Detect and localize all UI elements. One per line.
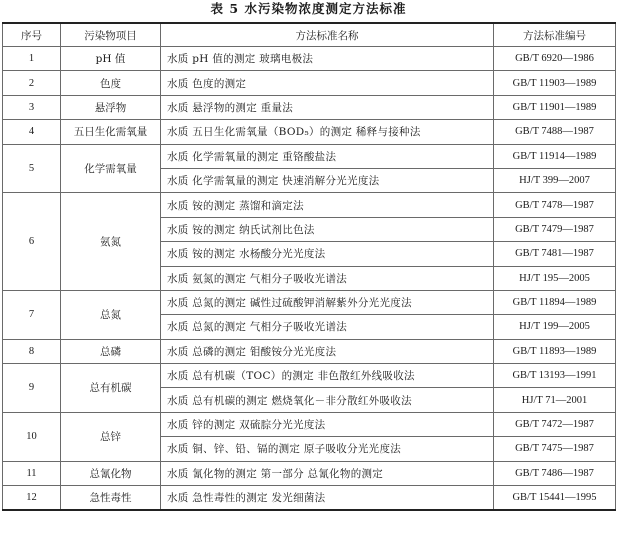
cell-method-code: GB/T 13193—1991 — [494, 364, 616, 388]
cell-seq: 5 — [3, 144, 61, 193]
cell-seq: 6 — [3, 193, 61, 291]
cell-method-code: HJ/T 71—2001 — [494, 388, 616, 412]
cell-seq: 12 — [3, 486, 61, 511]
cell-method-code: GB/T 15441—1995 — [494, 486, 616, 511]
cell-method-name: 水质 总氮的测定 气相分子吸收光谱法 — [161, 315, 494, 339]
cell-method-name: 水质 化学需氧量的测定 重铬酸盐法 — [161, 144, 494, 168]
cell-method-name: 水质 五日生化需氧量（BOD₅）的测定 稀释与接种法 — [161, 120, 494, 144]
standards-table — [2, 22, 616, 511]
table-row — [3, 364, 616, 388]
cell-method-code: GB/T 11914—1989 — [494, 144, 616, 168]
table-header — [3, 23, 616, 47]
cell-method-code: HJ/T 399—2007 — [494, 168, 616, 192]
table-row — [3, 47, 616, 71]
cell-pollutant-item: 总锌 — [61, 412, 161, 461]
cell-pollutant-item: 化学需氧量 — [61, 144, 161, 193]
cell-method-code: GB/T 7475—1987 — [494, 437, 616, 461]
cell-method-code: GB/T 6920—1986 — [494, 47, 616, 71]
table-row — [3, 412, 616, 436]
cell-pollutant-item: 五日生化需氧量 — [61, 120, 161, 144]
table-row — [3, 486, 616, 511]
cell-seq: 10 — [3, 412, 61, 461]
cell-method-code: GB/T 7472—1987 — [494, 412, 616, 436]
cell-method-name: 水质 急性毒性的测定 发光细菌法 — [161, 486, 494, 511]
table-row — [3, 144, 616, 168]
table-row — [3, 95, 616, 119]
table-row — [3, 71, 616, 95]
cell-method-name: 水质 氰化物的测定 第一部分 总氰化物的测定 — [161, 461, 494, 485]
header-code: 方法标准编号 — [494, 23, 616, 47]
cell-seq: 9 — [3, 364, 61, 413]
table-row — [3, 193, 616, 217]
cell-method-name: 水质 铵的测定 纳氏试剂比色法 — [161, 217, 494, 241]
cell-seq: 3 — [3, 95, 61, 119]
cell-method-code: HJ/T 195—2005 — [494, 266, 616, 290]
cell-seq: 8 — [3, 339, 61, 363]
header-item: 污染物项目 — [61, 23, 161, 47]
cell-method-name: 水质 铵的测定 蒸馏和滴定法 — [161, 193, 494, 217]
cell-method-name: 水质 铜、锌、铅、镉的测定 原子吸收分光光度法 — [161, 437, 494, 461]
cell-method-code: GB/T 11894—1989 — [494, 290, 616, 314]
cell-method-code: GB/T 11903—1989 — [494, 71, 616, 95]
cell-method-code: GB/T 7488—1987 — [494, 120, 616, 144]
cell-pollutant-item: 总磷 — [61, 339, 161, 363]
table-title: 表 5 水污染物浓度测定方法标准 — [210, 1, 407, 16]
header-method: 方法标准名称 — [161, 23, 494, 47]
cell-method-code: GB/T 7478—1987 — [494, 193, 616, 217]
table-row — [3, 120, 616, 144]
cell-seq: 1 — [3, 47, 61, 71]
cell-method-name: 水质 总有机碳的测定 燃烧氧化－非分散红外吸收法 — [161, 388, 494, 412]
cell-method-name: 水质 铵的测定 水杨酸分光光度法 — [161, 242, 494, 266]
table-row — [3, 461, 616, 485]
cell-method-code: GB/T 11901—1989 — [494, 95, 616, 119]
cell-pollutant-item: 悬浮物 — [61, 95, 161, 119]
header-seq: 序号 — [3, 23, 61, 47]
cell-method-name: 水质 pH 值的测定 玻璃电极法 — [161, 47, 494, 71]
cell-method-code: HJ/T 199—2005 — [494, 315, 616, 339]
cell-seq: 2 — [3, 71, 61, 95]
cell-pollutant-item: 总氰化物 — [61, 461, 161, 485]
cell-pollutant-item: 总氮 — [61, 290, 161, 339]
cell-method-code: GB/T 7481—1987 — [494, 242, 616, 266]
table-body — [3, 47, 616, 511]
cell-method-name: 水质 总氮的测定 碱性过硫酸钾消解紫外分光光度法 — [161, 290, 494, 314]
cell-method-name: 水质 悬浮物的测定 重量法 — [161, 95, 494, 119]
cell-method-name: 水质 总磷的测定 钼酸铵分光光度法 — [161, 339, 494, 363]
cell-method-code: GB/T 11893—1989 — [494, 339, 616, 363]
cell-pollutant-item: 色度 — [61, 71, 161, 95]
table-row — [3, 339, 616, 363]
cell-pollutant-item: 急性毒性 — [61, 486, 161, 511]
cell-method-code: GB/T 7486—1987 — [494, 461, 616, 485]
cell-method-name: 水质 氨氮的测定 气相分子吸收光谱法 — [161, 266, 494, 290]
cell-pollutant-item: 总有机碳 — [61, 364, 161, 413]
cell-method-name: 水质 色度的测定 — [161, 71, 494, 95]
cell-pollutant-item: 氨氮 — [61, 193, 161, 291]
table-row — [3, 290, 616, 314]
cell-seq: 7 — [3, 290, 61, 339]
cell-pollutant-item: pH 值 — [61, 47, 161, 71]
cell-method-name: 水质 锌的测定 双硫腙分光光度法 — [161, 412, 494, 436]
cell-method-name: 水质 化学需氧量的测定 快速消解分光光度法 — [161, 168, 494, 192]
cell-seq: 11 — [3, 461, 61, 485]
cell-seq: 4 — [3, 120, 61, 144]
cell-method-name: 水质 总有机碳（TOC）的测定 非色散红外线吸收法 — [161, 364, 494, 388]
cell-method-code: GB/T 7479—1987 — [494, 217, 616, 241]
header-row — [3, 23, 616, 47]
